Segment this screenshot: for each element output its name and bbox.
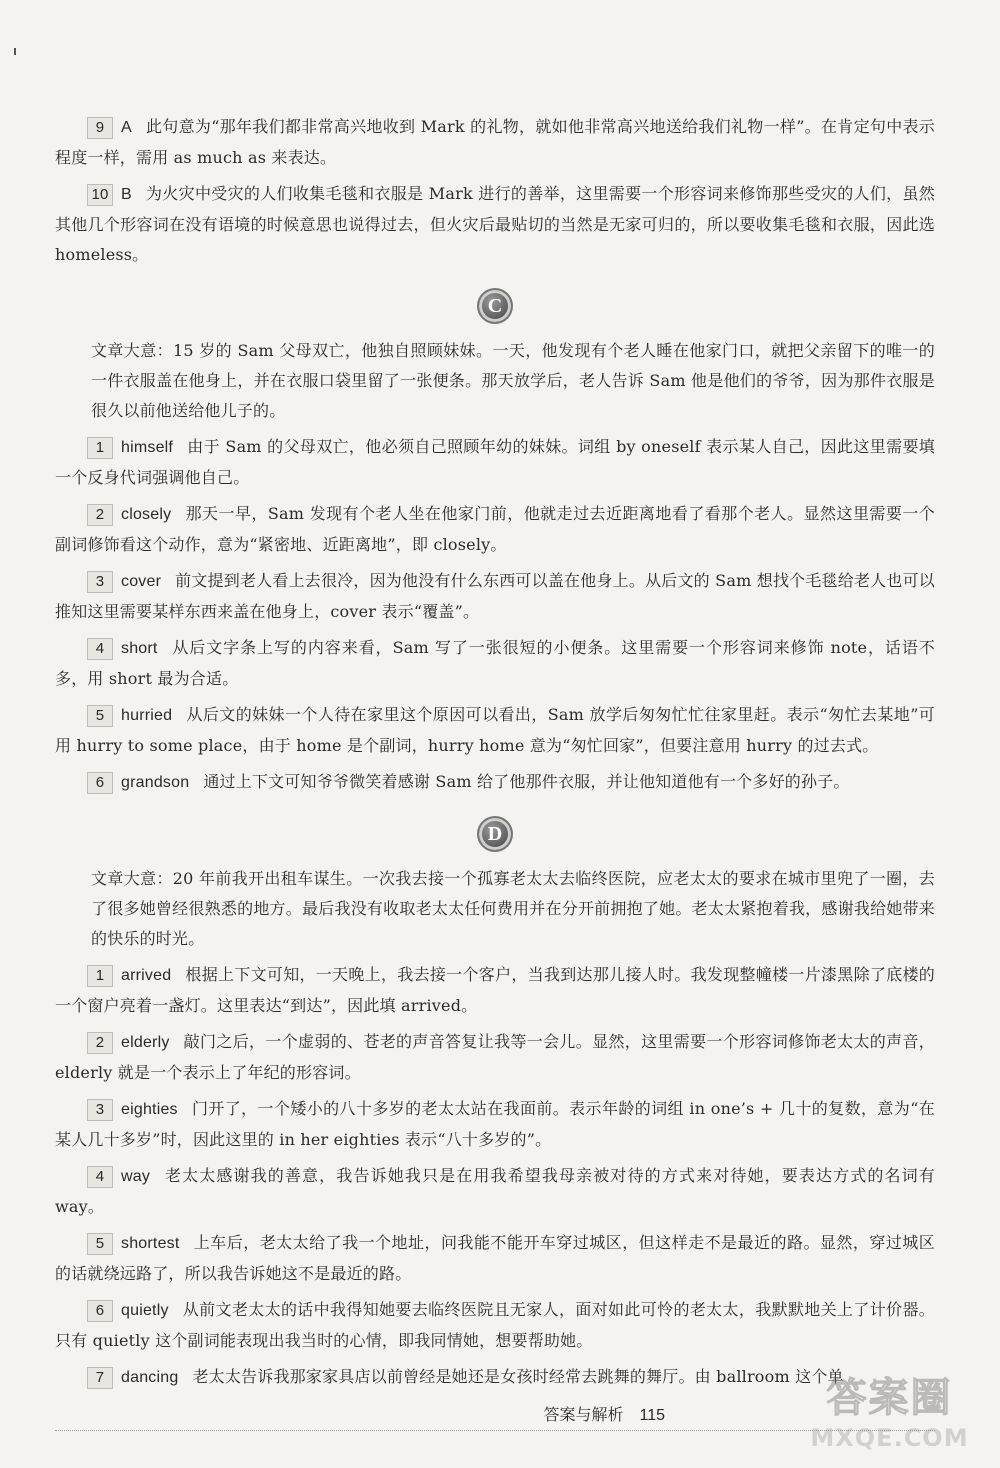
answer-key: elderly — [121, 1034, 170, 1051]
answer-item — [55, 960, 935, 1021]
explanation: 那天一早，Sam 发现有个老人坐在他家门前，他就走过去近距离地看了看那个老人。显然这里需要一个副词修饰看这个动作，意为“紧密地、近距离地”，即 closely。 — [55, 504, 935, 554]
answer-item — [55, 1228, 935, 1289]
article-summary: 文章大意：20 年前我开出租车谋生。一次我去接一个孤寡老太太去临终医院，应老太太的要求在城市里兜了一圈，去了很多她曾经很熟悉的地方。最后我没有收取老太太任何费用并在分开前拥抱了她。老太太紧抱着我，感谢我给她带来的快乐的时光。 — [91, 869, 935, 948]
answer-item — [55, 700, 935, 761]
question-number: 2 — [87, 504, 113, 526]
answer-item — [55, 1161, 935, 1222]
watermark-url: MXQE.COM — [810, 1424, 969, 1452]
explanation: 由于 Sam 的父母双亡，他必须自己照顾年幼的妹妹。词组 by oneself 表示某人自己，因此这里需要填一个反身代词强调他自己。 — [55, 437, 935, 487]
answer-item — [55, 633, 935, 694]
scan-mark — [14, 48, 16, 55]
answer-key: eighties — [121, 1101, 178, 1118]
question-number: 3 — [87, 571, 113, 593]
explanation: 老太太感谢我的善意，我告诉她我只是在用我希望我母亲被对待的方式来对待她，要表达方式的名词有 way。 — [55, 1166, 935, 1216]
answer-item — [55, 767, 935, 798]
answer-item — [55, 566, 935, 627]
footer-label: 答案与解析 — [543, 1405, 624, 1424]
question-number: 4 — [87, 1166, 113, 1188]
question-number: 10 — [87, 184, 113, 206]
answer-item — [55, 112, 935, 173]
explanation: 从前文老太太的话中我得知她要去临终医院且无家人，面对如此可怜的老太太，我默默地关上了计价器。只有 quietly 这个副词能表现出我当时的心情，即我同情她，想要帮助她。 — [55, 1300, 935, 1350]
question-number: 3 — [87, 1099, 113, 1121]
answer-key: way — [121, 1168, 151, 1185]
page-number: 115 — [639, 1407, 665, 1424]
answer-key: grandson — [121, 774, 190, 791]
explanation: 老太太告诉我那家家具店以前曾经是她还是女孩时经常去跳舞的舞厅。由 ballroom 这个单 — [192, 1367, 844, 1386]
question-number: 1 — [87, 437, 113, 459]
section-d — [55, 816, 935, 1393]
answer-key: short — [121, 640, 158, 657]
answer-item — [55, 179, 935, 270]
answer-key: B — [121, 186, 132, 203]
answer-item — [55, 1094, 935, 1155]
answer-key: closely — [121, 506, 172, 523]
explanation: 上车后，老太太给了我一个地址，问我能不能开车穿过城区，但这样走不是最近的路。显然，穿过城区的话就绕远路了，所以我告诉她这不是最近的路。 — [55, 1233, 935, 1283]
article-summary: 文章大意：15 岁的 Sam 父母双亡，他独自照顾妹妹。一天，他发现有个老人睡在他家门口，就把父亲留下的唯一的一件衣服盖在他身上，并在衣服口袋里留了一张便条。那天放学后，老人告诉 Sam 他是他们的爷爷，因为那件衣服是很久以前他送给他儿子的。 — [91, 341, 935, 420]
watermark-logo: 答案圈 — [826, 1375, 953, 1421]
answer-key: himself — [121, 439, 174, 456]
site-watermark — [797, 1372, 982, 1462]
question-number: 1 — [87, 965, 113, 987]
answer-key: A — [121, 119, 132, 136]
answer-key: arrived — [121, 967, 172, 984]
question-number: 6 — [87, 1300, 113, 1322]
question-number: 2 — [87, 1032, 113, 1054]
explanation: 根据上下文可知，一天晚上，我去接一个客户，当我到达那儿接人时。我发现整幢楼一片漆黑除了底楼的一个窗户亮着一盏灯。这里表达“到达”，因此填 arrived。 — [55, 965, 935, 1015]
answer-key: shortest — [121, 1235, 180, 1252]
explanation: 敲门之后，一个虚弱的、苍老的声音答复让我等一会儿。显然，这里需要一个形容词修饰老太太的声音，elderly 就是一个表示上了年纪的形容词。 — [55, 1032, 935, 1082]
answer-key: quietly — [121, 1302, 169, 1319]
answer-item — [55, 432, 935, 493]
explanation: 为火灾中受灾的人们收集毛毯和衣服是 Mark 进行的善举，这里需要一个形容词来修饰那些受灾的人们，虽然其他几个形容词在没有语境的时候意思也说得过去，但火灾后最贴切的当然是无家可归的，所以要收集毛毯和衣服，因此选 homeless。 — [55, 184, 935, 264]
answer-key: dancing — [121, 1369, 179, 1386]
question-number: 9 — [87, 117, 113, 139]
explanation: 从后文的妹妹一个人待在家里这个原因可以看出，Sam 放学后匆匆忙忙往家里赶。表示“匆忙去某地”可用 hurry to some place，由于 home 是个副词，hurry home 意为“匆忙回家”，但要注意用 hurry 的过去式。 — [55, 705, 935, 755]
explanation: 从后文字条上写的内容来看，Sam 写了一张很短的小便条。这里需要一个形容词来修饰 note，话语不多，用 short 最为合适。 — [55, 638, 935, 688]
answer-item — [55, 1027, 935, 1088]
section-badge-c: C — [477, 288, 513, 324]
explanation: 此句意为“那年我们都非常高兴地收到 Mark 的礼物，就如他非常高兴地送给我们礼物一样”。在肯定句中表示程度一样，需用 as much as 来表达。 — [55, 117, 935, 167]
section-c — [55, 288, 935, 798]
section-b-continued — [55, 112, 935, 270]
section-badge-d: D — [477, 816, 513, 852]
question-number: 6 — [87, 772, 113, 794]
answer-key: cover — [121, 573, 162, 590]
answer-item — [55, 499, 935, 560]
question-number: 4 — [87, 638, 113, 660]
question-number: 5 — [87, 705, 113, 727]
answer-item — [55, 1295, 935, 1356]
question-number: 5 — [87, 1233, 113, 1255]
answer-key: hurried — [121, 707, 173, 724]
question-number: 7 — [87, 1367, 113, 1389]
explanation: 门开了，一个矮小的八十多岁的老太太站在我面前。表示年龄的词组 in one’s + 几十的复数，意为“在某人几十多岁”时，因此这里的 in her eighties 表示“八十多岁的”。 — [55, 1099, 935, 1149]
explanation: 前文提到老人看上去很冷，因为他没有什么东西可以盖在他身上。从后文的 Sam 想找个毛毯给老人也可以推知这里需要某样东西来盖在他身上，cover 表示“覆盖”。 — [55, 571, 935, 621]
answer-content — [55, 112, 935, 1399]
explanation: 通过上下文可知爷爷微笑着感谢 Sam 给了他那件衣服，并让他知道他有一个多好的孙子。 — [203, 772, 850, 791]
